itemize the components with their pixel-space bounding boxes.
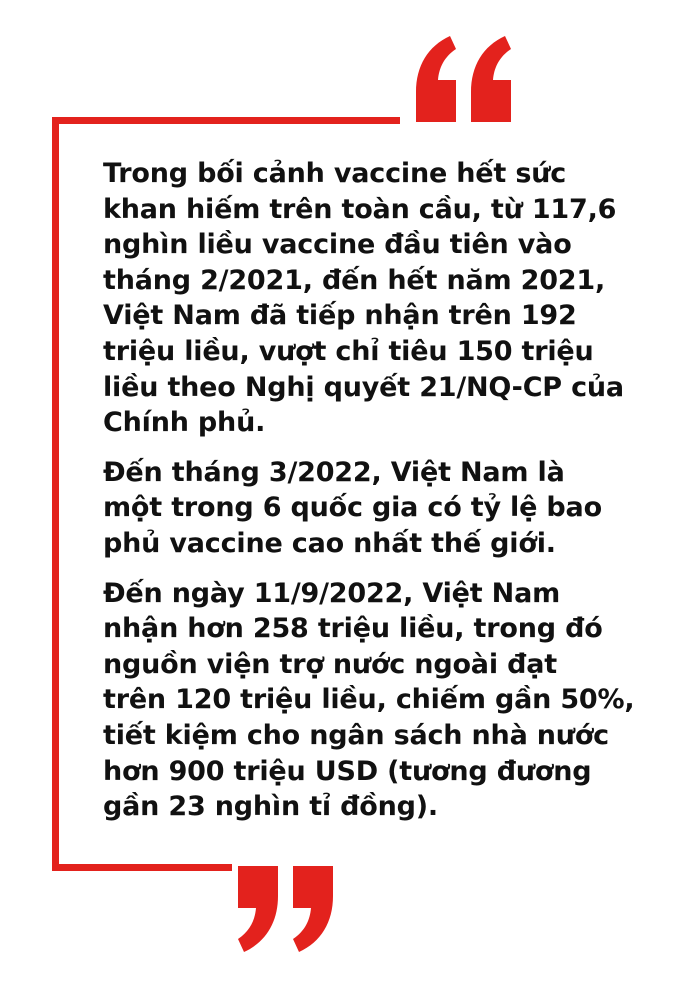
- open-quote-icon: [412, 36, 517, 122]
- frame-left-line: [52, 117, 59, 871]
- quote-paragraph-1: Trong bối cảnh vaccine hết sức khan hiếm trên toàn cầu, từ 117,6 nghìn liều vaccine đầu tiên vào tháng 2/2021, đến hết năm 2021, Việt Nam đã tiếp nhận trên 192 triệu liều, vượt chỉ tiêu 150 triệu liều theo Nghị quyết 21/NQ-CP của Chính phủ.: [103, 158, 624, 439]
- quote-text: [103, 156, 683, 839]
- frame-top-line: [52, 117, 400, 124]
- close-quote-icon: [236, 866, 338, 952]
- quote-paragraph-3: Đến ngày 11/9/2022, Việt Nam nhận hơn 258 triệu liều, trong đó nguồn viện trợ nước ngoài đạt trên 120 triệu liều, chiếm gần 50%, tiết kiệm cho ngân sách nhà nước hơn 900 triệu USD (tương đương gần 23 nghìn tỉ đồng).: [103, 577, 635, 823]
- frame-bottom-line: [52, 864, 232, 871]
- quote-paragraph-2: Đến tháng 3/2022, Việt Nam là một trong 6 quốc gia có tỷ lệ bao phủ vaccine cao nhất thế giới.: [103, 456, 602, 559]
